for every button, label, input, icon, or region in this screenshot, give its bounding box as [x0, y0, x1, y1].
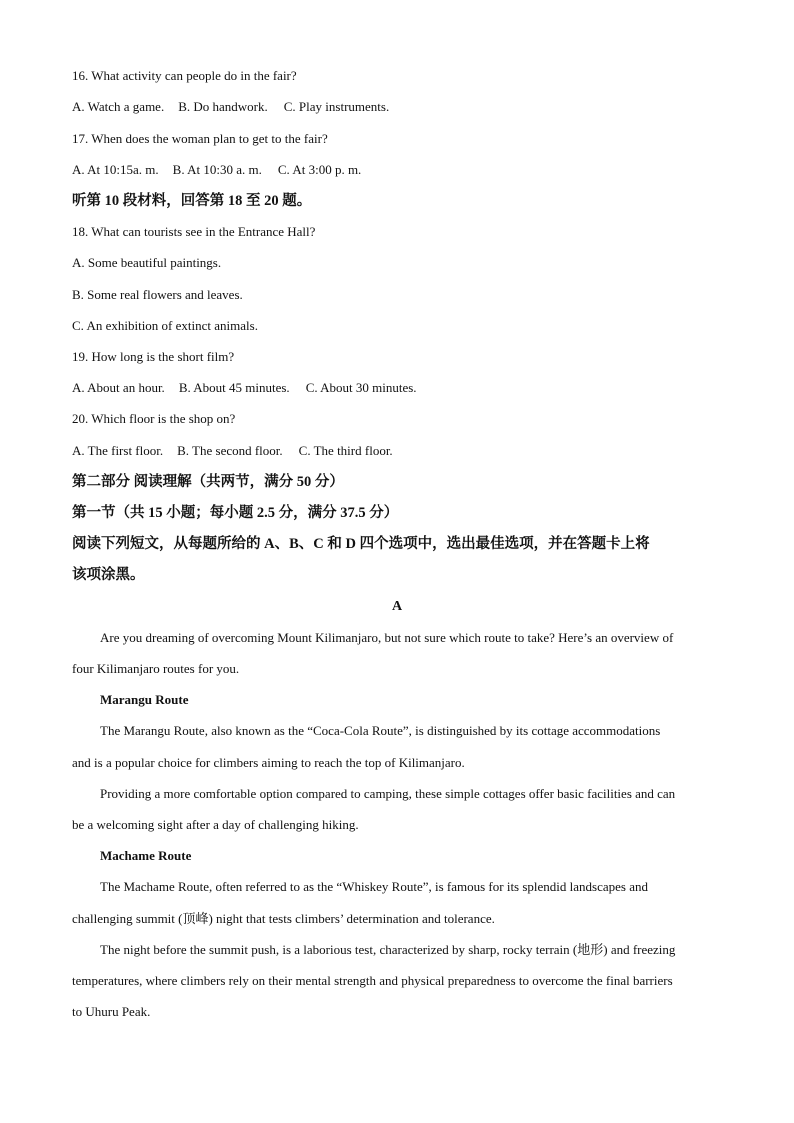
- option-a: A. At 10:15a. m.: [72, 162, 159, 177]
- machame-p1-line-2: challenging summit (顶峰) night that tests climbers’ determination and tolerance.: [72, 911, 495, 926]
- marangu-p1-line-1: The Marangu Route, also known as the “Coca-Cola Route”, is distinguished by its cottage accommodations: [100, 723, 661, 738]
- intro-line-1: Are you dreaming of overcoming Mount Kilimanjaro, but not sure which route to take? Here’s an overview of: [100, 630, 674, 645]
- reading-instruction-line-1: 阅读下列短文，从每题所给的 A、B、C 和 D 四个选项中，选出最佳选项，并在答题卡上将: [72, 536, 650, 552]
- question-18-option-c: C. An exhibition of extinct animals.: [72, 318, 258, 333]
- question-18-option-a: A. Some beautiful paintings.: [72, 255, 222, 270]
- question-18-option-b: B. Some real flowers and leaves.: [72, 287, 243, 302]
- machame-p2-line-2: temperatures, where climbers rely on their mental strength and physical preparedness to overcome the final barriers: [72, 973, 673, 988]
- marangu-p1-line-2: and is a popular choice for climbers aiming to reach the top of Kilimanjaro.: [72, 755, 465, 770]
- question-16-options: [72, 99, 389, 115]
- question-19-stem: 19. How long is the short film?: [72, 349, 235, 364]
- section-10-instruction: 听第 10 段材料，回答第 18 至 20 题。: [72, 193, 312, 209]
- intro-line-2: four Kilimanjaro routes for you.: [72, 661, 240, 676]
- option-a: A. Watch a game.: [72, 99, 165, 114]
- machame-p2-line-3: to Uhuru Peak.: [72, 1004, 151, 1019]
- question-17-options: [72, 162, 361, 178]
- marangu-p2-line-2: be a welcoming sight after a day of challenging hiking.: [72, 817, 359, 832]
- machame-p1-line-1: The Machame Route, often referred to as the “Whiskey Route”, is famous for its splendid landscapes and: [100, 879, 648, 894]
- section-1-title: 第一节（共 15 小题；每小题 2.5 分，满分 37.5 分）: [72, 505, 399, 521]
- machame-p2-line-1: The night before the summit push, is a laborious test, characterized by sharp, rocky terrain (地形) and freezing: [100, 942, 676, 957]
- option-c: C. The third floor.: [298, 443, 393, 458]
- option-c: C. About 30 minutes.: [305, 380, 417, 395]
- question-20-stem: 20. Which floor is the shop on?: [72, 411, 236, 426]
- option-c: C. Play instruments.: [283, 99, 390, 114]
- marangu-heading: Marangu Route: [100, 692, 189, 707]
- part-2-title: 第二部分 阅读理解（共两节，满分 50 分）: [72, 474, 344, 490]
- option-b: B. Do handwork.: [178, 99, 268, 114]
- option-a: A. The first floor.: [72, 443, 164, 458]
- option-a: A. About an hour.: [72, 380, 165, 395]
- question-18-stem: 18. What can tourists see in the Entrance Hall?: [72, 224, 316, 239]
- question-16-stem: 16. What activity can people do in the fair?: [72, 68, 297, 83]
- option-c: C. At 3:00 p. m.: [277, 162, 362, 177]
- option-b: B. At 10:30 a. m.: [172, 162, 262, 177]
- marangu-p2-line-1: Providing a more comfortable option compared to camping, these simple cottages offer basic facilities and can: [100, 786, 676, 801]
- option-b: B. About 45 minutes.: [178, 380, 290, 395]
- machame-heading: Machame Route: [100, 848, 192, 863]
- passage-label: A: [391, 599, 403, 614]
- option-b: B. The second floor.: [177, 443, 283, 458]
- reading-instruction-line-2: 该项涂黑。: [72, 567, 145, 583]
- question-17-stem: 17. When does the woman plan to get to the fair?: [72, 131, 328, 146]
- question-20-options: [72, 443, 393, 459]
- question-19-options: [72, 380, 417, 396]
